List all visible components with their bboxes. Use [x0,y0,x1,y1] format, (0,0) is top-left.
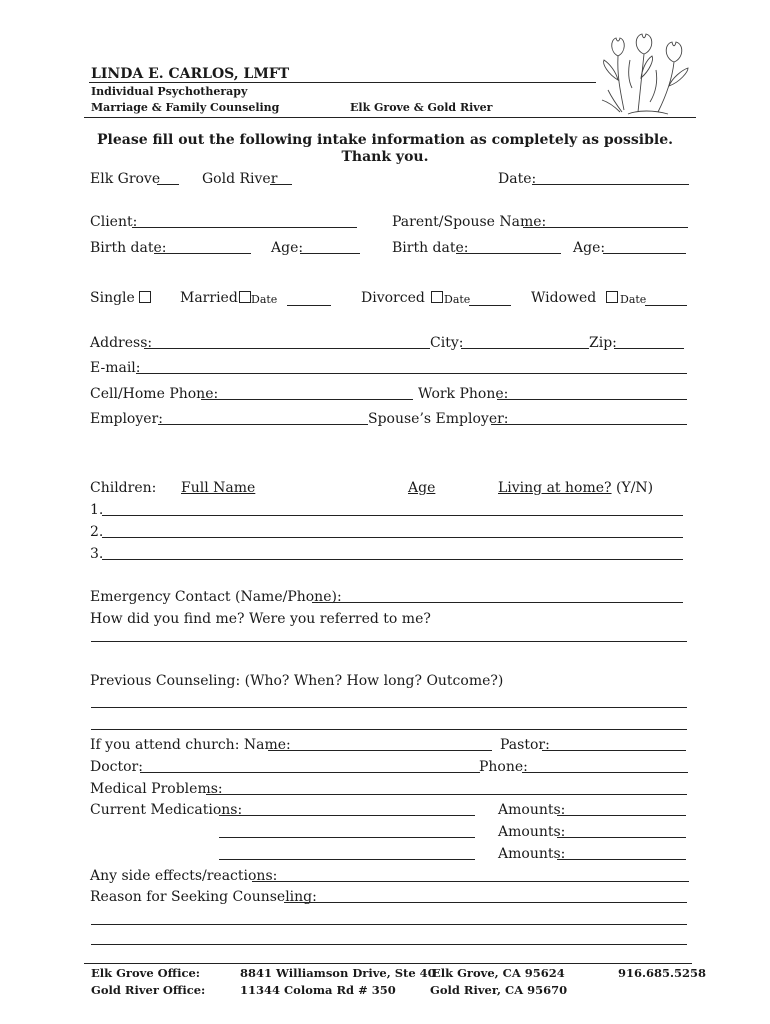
married-checkbox[interactable] [239,291,251,303]
spouse-birth-date-field[interactable] [456,253,561,254]
amount-3-label: Amounts: [498,846,566,862]
footer-gold-river-address: 11344 Coloma Rd # 350 [240,983,396,997]
spouse-age-label: Age: [573,240,606,256]
doctor-label: Doctor: [90,759,143,775]
pastor-label: Pastor: [500,737,550,753]
side-effects-label: Any side effects/reactions: [90,868,278,884]
date-field[interactable] [532,184,689,185]
office-gold-river-field[interactable] [270,184,292,185]
child-row-1-field[interactable] [102,515,683,516]
email-field[interactable] [136,373,687,374]
amount-3-field[interactable] [557,859,686,860]
status-single-label: Single [90,290,135,306]
divorced-date-label: Date [444,293,471,306]
practitioner-name: LINDA E. CARLOS, LMFT [91,66,290,82]
email-label: E-mail: [90,360,141,376]
footer-divider [84,963,692,964]
married-date-field[interactable] [287,305,331,306]
footer-phone: 916.685.5258 [618,966,707,980]
widowed-date-field[interactable] [645,305,687,306]
employer-label: Employer: [90,411,163,427]
doctor-phone-field[interactable] [522,772,688,773]
children-age-header: Age [408,480,436,496]
emergency-contact-label: Emergency Contact (Name/Phone): [90,589,342,605]
medication-3-field[interactable] [219,859,475,860]
footer-gold-river-label: Gold River Office: [91,983,206,997]
intro-instructions: Please fill out the following intake information as completely as possible. [97,132,673,148]
pastor-field[interactable] [542,750,686,751]
header-locations: Elk Grove & Gold River [350,101,493,114]
intro-thanks: Thank you. [341,149,429,165]
status-married [180,290,251,306]
zip-label: Zip: [589,335,617,351]
status-widowed-label: Widowed [531,290,597,306]
home-phone-field[interactable] [201,399,413,400]
client-age-field[interactable] [300,253,360,254]
status-married-label: Married [180,290,238,306]
spouse-birth-date-label: Birth date: [392,240,469,256]
footer-gold-river-city: Gold River, CA 95670 [430,983,568,997]
header-divider-bottom [84,117,696,118]
zip-field[interactable] [614,348,684,349]
referral-question: How did you find me? Were you referred to me? [90,611,431,627]
side-effects-field[interactable] [252,881,689,882]
previous-counseling-field-1[interactable] [91,707,687,708]
doctor-phone-label: Phone: [479,759,528,775]
children-living-header [498,480,653,496]
work-phone-field[interactable] [497,399,687,400]
parent-spouse-label: Parent/Spouse Name: [392,214,547,230]
children-label: Children: [90,480,157,496]
married-date-label: Date [251,293,278,306]
status-single [90,290,151,306]
child-row-1-number: 1. [90,502,104,518]
client-name-field[interactable] [132,227,357,228]
amount-2-label: Amounts: [498,824,566,840]
referral-field[interactable] [91,641,687,642]
spouse-employer-field[interactable] [491,424,687,425]
amount-2-field[interactable] [557,837,686,838]
client-birth-date-label: Birth date: [90,240,167,256]
address-label: Address: [90,335,153,351]
children-full-name-header: Full Name [181,480,256,496]
medication-1-field[interactable] [219,815,475,816]
medical-problems-label: Medical Problems: [90,781,223,797]
child-row-3-field[interactable] [102,559,683,560]
city-field[interactable] [461,348,589,349]
header-divider-top [89,82,596,83]
single-checkbox[interactable] [139,291,151,303]
reason-label: Reason for Seeking Counseling: [90,889,317,905]
tulip-logo-icon [598,30,694,116]
status-divorced-label: Divorced [361,290,425,306]
footer-elk-grove-address: 8841 Williamson Drive, Ste 40 [240,966,436,980]
current-medications-label: Current Medications: [90,802,243,818]
client-label: Client: [90,214,138,230]
emergency-contact-field[interactable] [312,602,683,603]
amount-1-label: Amounts: [498,802,566,818]
doctor-field[interactable] [140,772,480,773]
client-age-label: Age: [271,240,304,256]
amount-1-field[interactable] [557,815,686,816]
footer-elk-grove-label: Elk Grove Office: [91,966,201,980]
church-name-field[interactable] [268,750,492,751]
children-yn-label: (Y/N) [615,480,654,496]
children-living-label: Living at home? [498,480,612,496]
divorced-date-field[interactable] [469,305,511,306]
church-name-label: If you attend church: Name: [90,737,291,753]
status-widowed [531,290,618,306]
previous-counseling-field-2[interactable] [91,729,687,730]
office-elk-grove-field[interactable] [157,184,179,185]
footer-elk-grove-city: Elk Grove, CA 95624 [432,966,565,980]
child-row-2-number: 2. [90,524,104,540]
employer-field[interactable] [158,424,368,425]
widowed-checkbox[interactable] [606,291,618,303]
spouse-employer-label: Spouse’s Employer: [368,411,509,427]
office-gold-river-label: Gold River [202,171,278,187]
child-row-3-number: 3. [90,546,104,562]
work-phone-label: Work Phone: [418,386,509,402]
reason-field-3[interactable] [91,944,687,945]
reason-field-1[interactable] [284,902,687,903]
divorced-checkbox[interactable] [431,291,443,303]
parent-spouse-field[interactable] [523,227,688,228]
client-birth-date-field[interactable] [154,253,251,254]
reason-field-2[interactable] [91,924,687,925]
previous-counseling-label: Previous Counseling: (Who? When? How long? Outcome?) [90,673,504,689]
home-phone-label: Cell/Home Phone: [90,386,219,402]
child-row-2-field[interactable] [102,537,683,538]
office-elk-grove-label: Elk Grove [90,171,161,187]
city-label: City: [430,335,464,351]
status-divorced [361,290,443,306]
header-service-1: Individual Psychotherapy [91,85,248,98]
medication-2-field[interactable] [219,837,475,838]
spouse-age-field[interactable] [603,253,686,254]
widowed-date-label: Date [620,293,647,306]
medical-problems-field[interactable] [206,794,687,795]
header-service-2: Marriage & Family Counseling [91,101,280,114]
address-field[interactable] [144,348,430,349]
date-label: Date: [498,171,537,187]
